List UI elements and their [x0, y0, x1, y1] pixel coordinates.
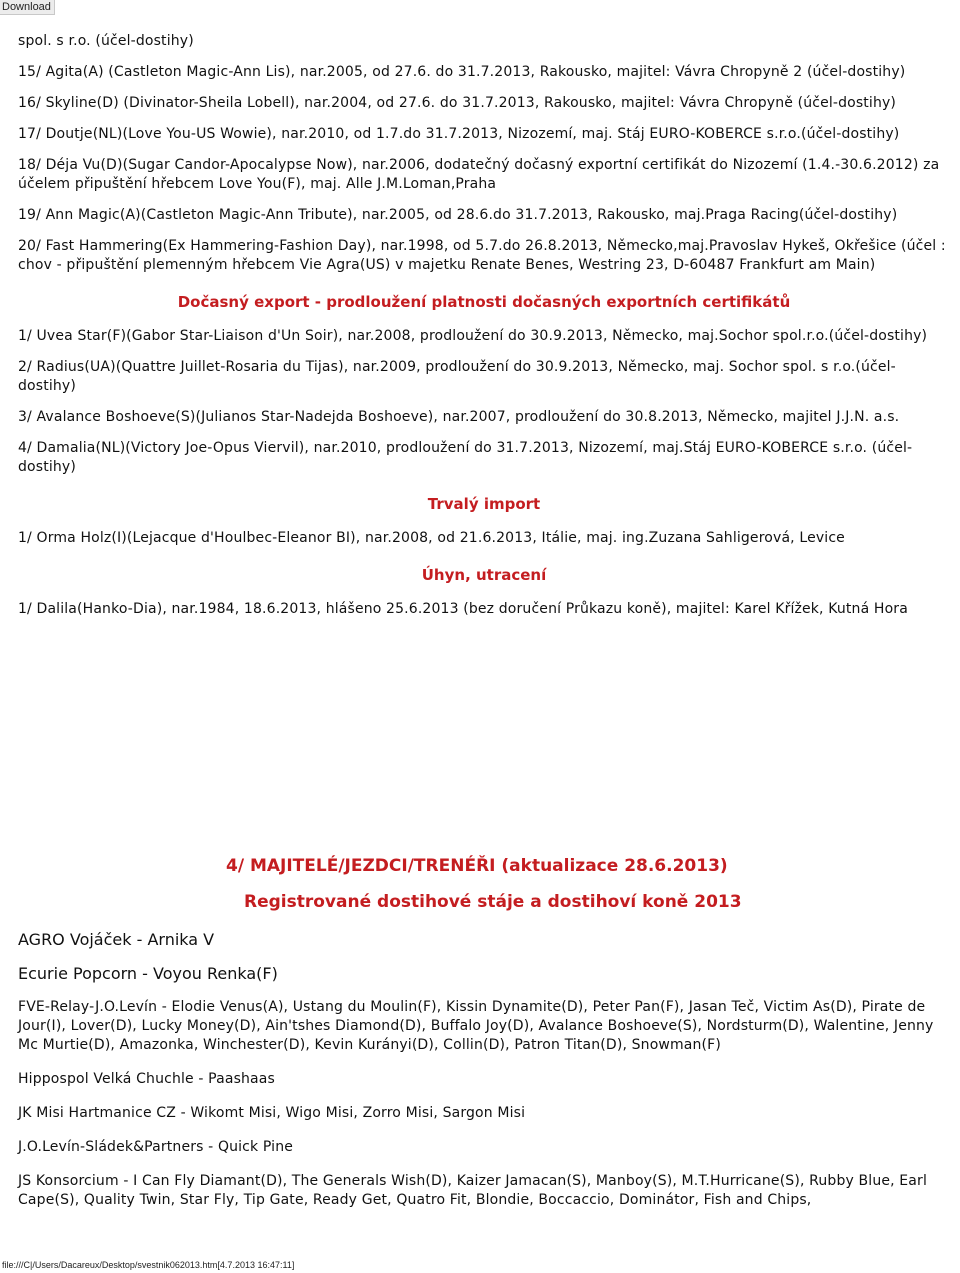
owner-entry: Hippospol Velká Chuchle - Paashaas — [18, 1071, 275, 1087]
download-button[interactable]: Download — [0, 0, 55, 15]
owner-entry: JS Konsorcium - I Can Fly Diamant(D), The Generals Wish(D), Kaizer Jamacan(S), Manboy(S), M.T.Hurricane(S), Rubby Blue, Earl Cape(S), Quality Twin, Star Fly, Tip Gate, Ready Get, Quatro Fit, Blondie, Boccaccio, Dominátor, Fish and Chips, — [18, 1173, 927, 1208]
owner-entry: J.O.Levín-Sládek&Partners - Quick Pine — [18, 1139, 294, 1155]
owner-entry: Ecurie Popcorn - Voyou Renka(F) — [18, 964, 278, 983]
owners-subtitle: Registrované dostihové stáje a dostihoví koně 2013 — [244, 892, 742, 912]
section-title-extension: Dočasný export - prodloužení platnosti dočasných exportních certifikátů — [177, 293, 791, 311]
intro-text: spol. s r.o. (účel-dostihy) — [18, 33, 194, 49]
extension-item: 1/ Uvea Star(F)(Gabor Star-Liaison d'Un Soir), nar.2008, prodloužení do 30.9.2013, Německo, maj.Sochor spol.r.o.(účel-dostihy) — [18, 328, 928, 344]
export-item: 16/ Skyline(D) (Divinator-Sheila Lobell), nar.2004, od 27.6. do 31.7.2013, Rakousko, majitel: Vávra Chropyně (účel-dostihy) — [18, 95, 897, 111]
section-title-death: Úhyn, utracení — [421, 566, 547, 584]
file-path-footer: file:///C|/Users/Dacareux/Desktop/svestnik062013.htm[4.7.2013 16:47:11] — [2, 1260, 295, 1270]
extension-item: 3/ Avalance Boshoeve(S)(Julianos Star-Nadejda Boshoeve), nar.2007, prodloužení do 30.8.2013, Německo, majitel J.J.N. a.s. — [18, 409, 900, 425]
owner-entry: FVE-Relay-J.O.Levín - Elodie Venus(A), Ustang du Moulin(F), Kissin Dynamite(D), Peter Pan(F), Jasan Teč, Victim As(D), Pirate de Jour(I), Lover(D), Lucky Money(D), Ain'tshes Diamond(D), Buffalo Joy(D), Avalance Boshoeve(S), Nordsturm(D), Walentine, Jenny Mc Murtie(D), Amazonka, Winchester(D), Kevin Kurányi(D), Collin(D), Patron Titan(D), Snowman(F) — [18, 999, 934, 1053]
export-item: 19/ Ann Magic(A)(Castleton Magic-Ann Tribute), nar.2005, od 28.6.do 31.7.2013, Rakousko, maj.Praga Racing(účel-dostihy) — [18, 207, 898, 223]
import-item: 1/ Orma Holz(I)(Lejacque d'Houlbec-Eleanor BI), nar.2008, od 21.6.2013, Itálie, maj. ing.Zuzana Sahligerová, Levice — [18, 530, 845, 546]
extension-item: 2/ Radius(UA)(Quattre Juillet-Rosaria du Tijas), nar.2009, prodloužení do 30.9.2013, Německo, maj. Sochor spol. s r.o.(účel-dostihy) — [18, 359, 896, 394]
owners-header — [18, 856, 950, 983]
export-item: 17/ Doutje(NL)(Love You-US Wowie), nar.2010, od 1.7.do 31.7.2013, Nizozemí, maj. Stáj EURO-KOBERCE s.r.o.(účel-dostihy) — [18, 126, 900, 142]
export-item: 15/ Agita(A) (Castleton Magic-Ann Lis), nar.2005, od 27.6. do 31.7.2013, Rakousko, majitel: Vávra Chropyně 2 (účel-dostihy) — [18, 64, 906, 80]
owners-title: 4/ MAJITELÉ/JEZDCI/TRENÉŘI (aktualizace 28.6.2013) — [226, 856, 728, 876]
death-item: 1/ Dalila(Hanko-Dia), nar.1984, 18.6.2013, hlášeno 25.6.2013 (bez doručení Průkazu koně), majitel: Karel Křížek, Kutná Hora — [18, 601, 908, 617]
owner-entry: JK Misi Hartmanice CZ - Wikomt Misi, Wigo Misi, Zorro Misi, Sargon Misi — [18, 1105, 526, 1121]
owners-list — [18, 998, 958, 1225]
document-body — [18, 32, 950, 631]
export-item: 18/ Déja Vu(D)(Sugar Candor-Apocalypse Now), nar.2006, dodatečný dočasný exportní certifikát do Nizozemí (1.4.-30.6.2012) za účelem připuštění hřebcem Love You(F), maj. Alle J.M.Loman,Praha — [18, 157, 940, 192]
export-item: 20/ Fast Hammering(Ex Hammering-Fashion Day), nar.1998, od 5.7.do 26.8.2013, Německo,maj.Pravoslav Hykeš, Okřešice (účel : chov - připuštění plemenným hřebcem Vie Agra(US) v majetku Renate Benes, Westring 23, D-60487 Frankfurt am Main) — [18, 238, 946, 273]
owner-entry: AGRO Vojáček - Arnika V — [18, 930, 215, 949]
section-title-import: Trvalý import — [427, 495, 541, 513]
extension-item: 4/ Damalia(NL)(Victory Joe-Opus Viervil), nar.2010, prodloužení do 31.7.2013, Nizozemí, maj.Stáj EURO-KOBERCE s.r.o. (účel-dostihy) — [18, 440, 913, 475]
